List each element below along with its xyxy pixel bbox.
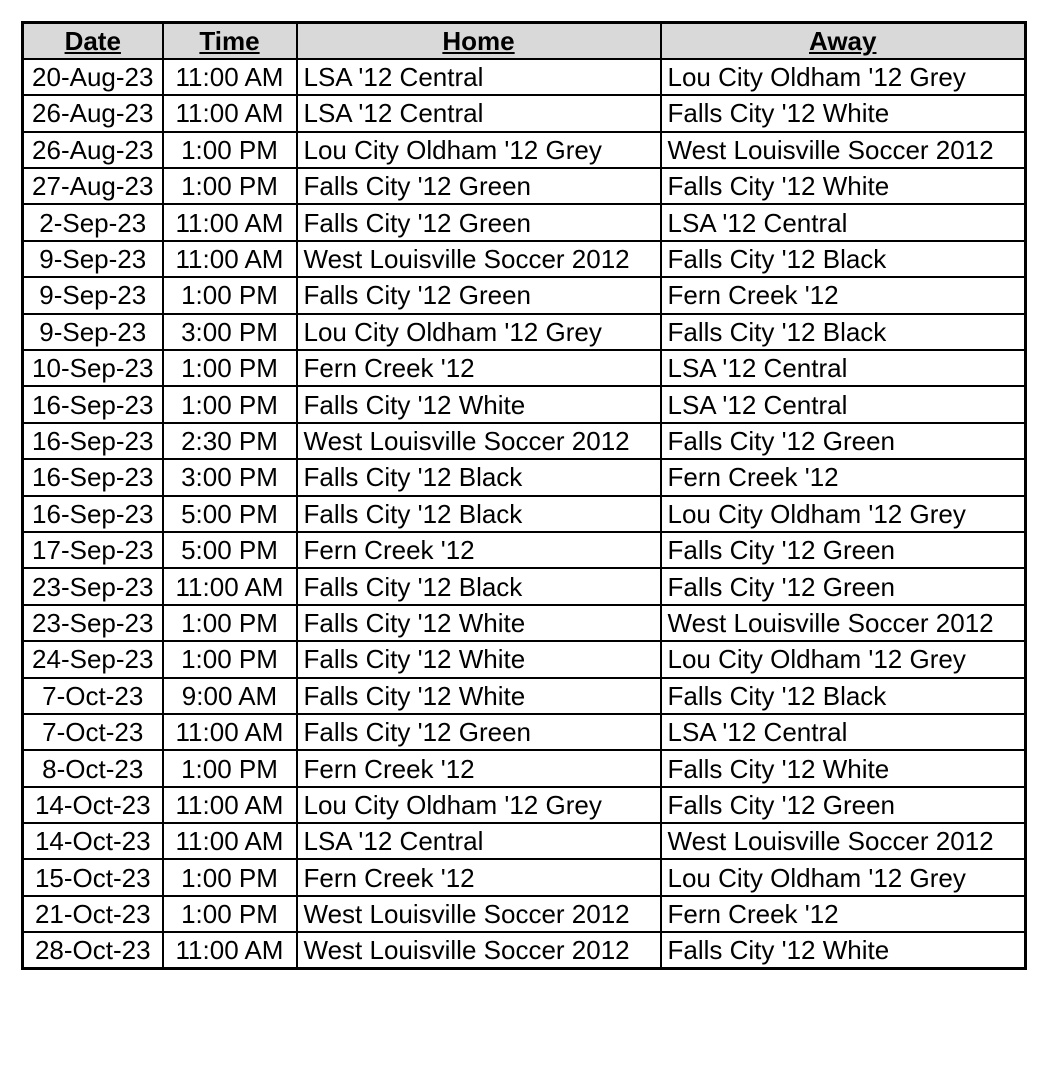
table-row: [23, 241, 1026, 277]
table-row: [23, 423, 1026, 459]
home-team-cell: Falls City '12 White: [297, 678, 661, 714]
away-team-cell: Fern Creek '12: [661, 277, 1026, 313]
away-team-cell: Falls City '12 White: [661, 95, 1026, 131]
table-row: [23, 859, 1026, 895]
table-row: [23, 896, 1026, 932]
away-team-cell: Fern Creek '12: [661, 896, 1026, 932]
away-team-cell: West Louisville Soccer 2012: [661, 605, 1026, 641]
home-team-cell: Falls City '12 Green: [297, 204, 661, 240]
game-date-cell: 7-Oct-23: [23, 678, 163, 714]
game-date-cell: 14-Oct-23: [23, 787, 163, 823]
away-team-cell: Lou City Oldham '12 Grey: [661, 641, 1026, 677]
game-time-cell: 1:00 PM: [163, 168, 297, 204]
game-date-cell: 28-Oct-23: [23, 932, 163, 968]
away-team-cell: West Louisville Soccer 2012: [661, 823, 1026, 859]
table-row: [23, 605, 1026, 641]
home-team-cell: Falls City '12 Green: [297, 168, 661, 204]
game-time-cell: 1:00 PM: [163, 859, 297, 895]
home-team-cell: Lou City Oldham '12 Grey: [297, 314, 661, 350]
game-time-cell: 11:00 AM: [163, 932, 297, 968]
home-team-cell: Lou City Oldham '12 Grey: [297, 787, 661, 823]
home-team-cell: West Louisville Soccer 2012: [297, 423, 661, 459]
home-team-cell: Falls City '12 Black: [297, 496, 661, 532]
game-time-cell: 1:00 PM: [163, 896, 297, 932]
table-row: [23, 132, 1026, 168]
game-time-cell: 5:00 PM: [163, 532, 297, 568]
column-header-home: Home: [297, 23, 661, 59]
home-team-cell: Fern Creek '12: [297, 859, 661, 895]
table-row: [23, 95, 1026, 131]
game-date-cell: 16-Sep-23: [23, 459, 163, 495]
header-row: [23, 23, 1026, 59]
game-time-cell: 11:00 AM: [163, 823, 297, 859]
game-time-cell: 11:00 AM: [163, 95, 297, 131]
home-team-cell: West Louisville Soccer 2012: [297, 241, 661, 277]
game-time-cell: 1:00 PM: [163, 750, 297, 786]
game-time-cell: 1:00 PM: [163, 277, 297, 313]
game-time-cell: 11:00 AM: [163, 204, 297, 240]
game-time-cell: 2:30 PM: [163, 423, 297, 459]
home-team-cell: LSA '12 Central: [297, 823, 661, 859]
game-time-cell: 3:00 PM: [163, 459, 297, 495]
away-team-cell: LSA '12 Central: [661, 350, 1026, 386]
game-date-cell: 24-Sep-23: [23, 641, 163, 677]
away-team-cell: Falls City '12 Green: [661, 423, 1026, 459]
home-team-cell: LSA '12 Central: [297, 95, 661, 131]
game-time-cell: 1:00 PM: [163, 350, 297, 386]
home-team-cell: Falls City '12 Green: [297, 714, 661, 750]
home-team-cell: Lou City Oldham '12 Grey: [297, 132, 661, 168]
table-row: [23, 750, 1026, 786]
home-team-cell: Falls City '12 Green: [297, 277, 661, 313]
table-row: [23, 714, 1026, 750]
game-date-cell: 7-Oct-23: [23, 714, 163, 750]
game-time-cell: 11:00 AM: [163, 241, 297, 277]
game-date-cell: 21-Oct-23: [23, 896, 163, 932]
away-team-cell: Falls City '12 Green: [661, 787, 1026, 823]
game-time-cell: 11:00 AM: [163, 59, 297, 95]
away-team-cell: Falls City '12 White: [661, 168, 1026, 204]
table-row: [23, 277, 1026, 313]
schedule-table: [21, 21, 1027, 970]
table-row: [23, 59, 1026, 95]
game-date-cell: 23-Sep-23: [23, 568, 163, 604]
game-date-cell: 9-Sep-23: [23, 241, 163, 277]
table-row: [23, 932, 1026, 968]
game-time-cell: 9:00 AM: [163, 678, 297, 714]
game-time-cell: 1:00 PM: [163, 641, 297, 677]
game-time-cell: 11:00 AM: [163, 714, 297, 750]
column-header-date: Date: [23, 23, 163, 59]
home-team-cell: Falls City '12 Black: [297, 459, 661, 495]
away-team-cell: Falls City '12 Black: [661, 314, 1026, 350]
home-team-cell: Fern Creek '12: [297, 350, 661, 386]
away-team-cell: LSA '12 Central: [661, 714, 1026, 750]
away-team-cell: Falls City '12 Green: [661, 532, 1026, 568]
game-time-cell: 3:00 PM: [163, 314, 297, 350]
game-date-cell: 2-Sep-23: [23, 204, 163, 240]
away-team-cell: Falls City '12 White: [661, 750, 1026, 786]
home-team-cell: West Louisville Soccer 2012: [297, 896, 661, 932]
game-date-cell: 16-Sep-23: [23, 496, 163, 532]
away-team-cell: LSA '12 Central: [661, 204, 1026, 240]
away-team-cell: Lou City Oldham '12 Grey: [661, 59, 1026, 95]
home-team-cell: Falls City '12 White: [297, 386, 661, 422]
game-time-cell: 1:00 PM: [163, 605, 297, 641]
away-team-cell: Falls City '12 Green: [661, 568, 1026, 604]
column-header-away: Away: [661, 23, 1026, 59]
game-date-cell: 10-Sep-23: [23, 350, 163, 386]
table-row: [23, 641, 1026, 677]
table-row: [23, 678, 1026, 714]
table-row: [23, 823, 1026, 859]
column-header-time: Time: [163, 23, 297, 59]
home-team-cell: West Louisville Soccer 2012: [297, 932, 661, 968]
game-time-cell: 11:00 AM: [163, 568, 297, 604]
home-team-cell: Fern Creek '12: [297, 750, 661, 786]
table-row: [23, 386, 1026, 422]
game-date-cell: 14-Oct-23: [23, 823, 163, 859]
schedule-body: [23, 59, 1026, 969]
home-team-cell: Falls City '12 Black: [297, 568, 661, 604]
away-team-cell: Falls City '12 Black: [661, 678, 1026, 714]
away-team-cell: Falls City '12 Black: [661, 241, 1026, 277]
table-row: [23, 568, 1026, 604]
game-date-cell: 15-Oct-23: [23, 859, 163, 895]
table-row: [23, 532, 1026, 568]
game-date-cell: 17-Sep-23: [23, 532, 163, 568]
game-time-cell: 1:00 PM: [163, 386, 297, 422]
home-team-cell: Falls City '12 White: [297, 605, 661, 641]
away-team-cell: Fern Creek '12: [661, 459, 1026, 495]
game-date-cell: 16-Sep-23: [23, 386, 163, 422]
home-team-cell: Falls City '12 White: [297, 641, 661, 677]
game-time-cell: 1:00 PM: [163, 132, 297, 168]
away-team-cell: Lou City Oldham '12 Grey: [661, 496, 1026, 532]
table-row: [23, 459, 1026, 495]
table-row: [23, 314, 1026, 350]
game-date-cell: 26-Aug-23: [23, 95, 163, 131]
away-team-cell: Lou City Oldham '12 Grey: [661, 859, 1026, 895]
table-row: [23, 787, 1026, 823]
game-date-cell: 8-Oct-23: [23, 750, 163, 786]
game-date-cell: 16-Sep-23: [23, 423, 163, 459]
game-time-cell: 5:00 PM: [163, 496, 297, 532]
game-date-cell: 23-Sep-23: [23, 605, 163, 641]
game-date-cell: 9-Sep-23: [23, 314, 163, 350]
table-row: [23, 204, 1026, 240]
table-row: [23, 350, 1026, 386]
game-time-cell: 11:00 AM: [163, 787, 297, 823]
away-team-cell: West Louisville Soccer 2012: [661, 132, 1026, 168]
table-row: [23, 496, 1026, 532]
home-team-cell: Fern Creek '12: [297, 532, 661, 568]
game-date-cell: 20-Aug-23: [23, 59, 163, 95]
game-date-cell: 26-Aug-23: [23, 132, 163, 168]
game-date-cell: 27-Aug-23: [23, 168, 163, 204]
away-team-cell: LSA '12 Central: [661, 386, 1026, 422]
home-team-cell: LSA '12 Central: [297, 59, 661, 95]
away-team-cell: Falls City '12 White: [661, 932, 1026, 968]
table-row: [23, 168, 1026, 204]
game-date-cell: 9-Sep-23: [23, 277, 163, 313]
